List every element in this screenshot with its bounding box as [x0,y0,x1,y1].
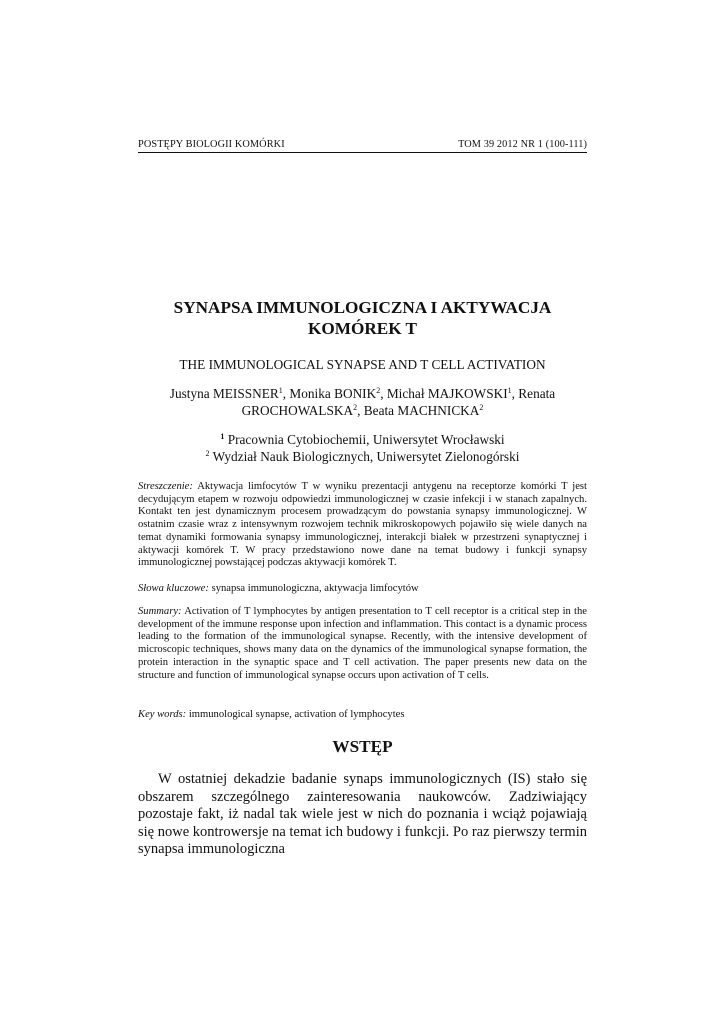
keywords-label: Key words: [138,709,187,720]
author-name: Monika BONIK [289,386,377,401]
author-affiliation-mark: 1 [507,386,512,395]
affiliation-text: Wydział Nauk Biologicznych, Uniwersytet Zielonogórski [212,449,520,464]
author-name: Michał MAJKOWSKI [386,386,508,401]
author-name: Renata GROCHOWALSKA [241,386,556,418]
article-title [138,297,587,339]
affiliation-number: 1 [220,432,225,441]
volume-info: TOM 39 2012 NR 1 (100-111) [458,139,587,150]
running-header [138,139,587,153]
keywords-polish [138,583,587,596]
affiliation-text: Pracownia Cytobiochemii, Uniwersytet Wrocławski [227,432,505,447]
author-name: Justyna MEISSNER [169,386,279,401]
abstract-text: Aktywacja limfocytów T w wyniku prezentacji antygenu na receptorze komórki T jest decydującym etapem w rozwoju odpowiedzi immunologicznej w czasie infekcji i w stanach zapalnych. Kontakt ten jest dynamicznym procesem prowadzącym do powstania synapsy immunologicznej. W ostatnim czasie wraz z intensywnym rozwojem technik mikroskopowych pojawiło się wiele danych na temat dynamiki formowania synapsy immunologicznej, interakcji białek w przestrzeni synaptycznej i aktywacji komórek T. W pracy przedstawiono nowe dane na temat budowy i funkcji synapsy immunologicznej powstającej podczas aktywacji komórek T. [138,481,587,569]
abstract-label: Streszczenie: [138,481,193,492]
author-affiliation-mark: 2 [353,403,358,412]
keywords-text: synapsa immunologiczna, aktywacja limfocytów [211,583,419,594]
affiliation-item [138,431,587,448]
summary-label: Summary: [138,606,182,617]
title-line-1: SYNAPSA IMMUNOLOGICZNA I AKTYWACJA [173,298,552,317]
affiliation-number: 2 [205,449,210,458]
author-affiliation-mark: 2 [479,403,484,412]
author-list: Justyna MEISSNER$^1$, Monika BONIK$^2$, Michał MAJKOWSKI$^1$, Renata GROCHOWALSKA$^2$, Beata MACHNICKA$^2$ [169,386,556,418]
affiliations [138,431,587,465]
title-line-2: KOMÓREK T [307,319,418,338]
author-name: Beata MACHNICKA [363,403,480,418]
keywords-text: immunological synapse, activation of lymphocytes [188,709,405,720]
author-affiliation-mark: 1 [278,386,283,395]
author-affiliation-mark: 2 [376,386,381,395]
english-title: THE IMMUNOLOGICAL SYNAPSE AND T CELL ACTIVATION [179,357,546,372]
journal-name: POSTĘPY BIOLOGII KOMÓRKI [138,139,285,150]
affiliation-item [138,448,587,465]
summary-text: Activation of T lymphocytes by antigen presentation to T cell receptor is a critical step in the development of the immune response upon infection and inflammation. This contact is a dynamic process leading to the formation of the immunological synapse. Recently, with the intensive development of microscopic techniques, shows many data on the dynamics of the immunological synapse formation, the protein interaction in the synaptic space and T cell activation. The paper presents new data on the structure and function of immunological synapse occurs upon activation of T cells. [138,606,587,681]
keywords-label: Słowa kluczowe: [138,583,209,594]
keywords-english [138,709,587,722]
abstract-english [138,606,587,682]
body-paragraph: W ostatniej dekadzie badanie synaps immunologicznych (IS) stało się obszarem szczególnego zainteresowania naukowców. Zadziwiający pozostaje fakt, iż nadal tak wiele jest w nich do poznania i wciąż pojawiają się nowe kontrowersje na temat ich budowy i funkcji. Po raz pierwszy termin synapsa immunologiczna [138,771,587,857]
abstract-polish [138,481,587,570]
section-heading: WSTĘP [332,737,393,756]
